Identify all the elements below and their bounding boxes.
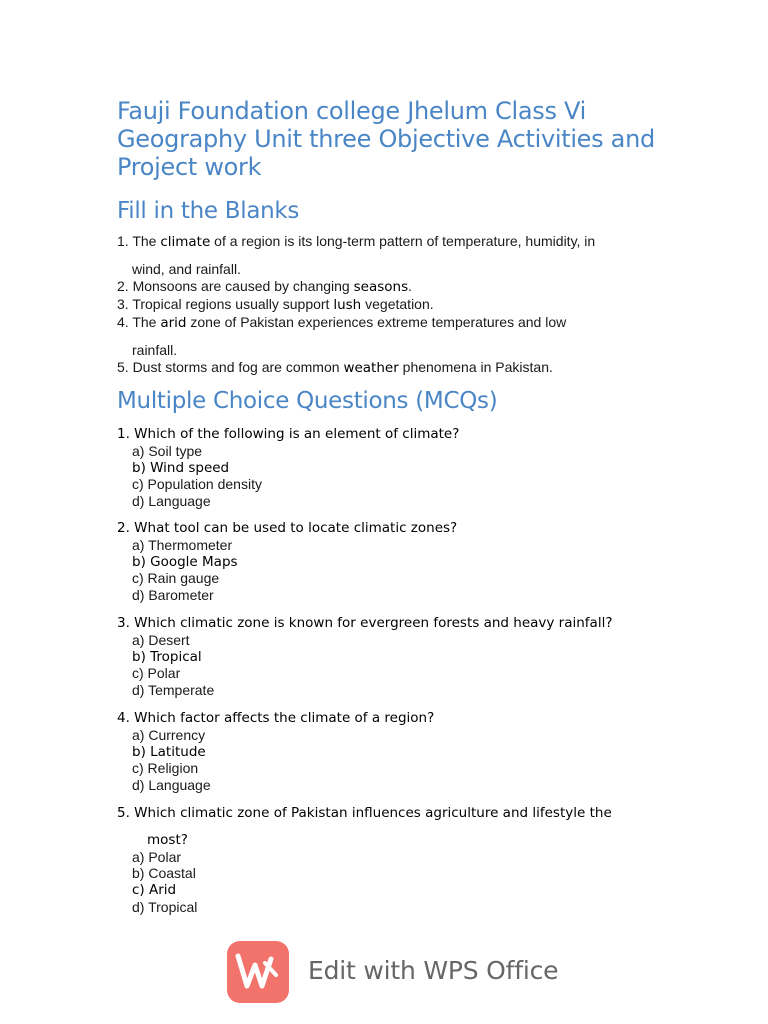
fill-item-1: 1. The climate of a region is its long-term pattern of temperature, humidity, in wind, and rainfall. <box>117 233 596 277</box>
option-c: c) Rain gauge <box>132 570 220 587</box>
fill-item-4: 4. The arid zone of Pakistan experiences extreme temperatures and low rainfall. <box>117 314 567 358</box>
option-c-correct: c) Arid <box>132 882 177 899</box>
question-text: 1. Which of the following is an element of climate? <box>117 426 460 442</box>
option-c: c) Population density <box>132 476 262 493</box>
question-text: 3. Which climatic zone is known for evergreen forests and heavy rainfall? <box>117 615 613 631</box>
option-a: a) Polar <box>132 848 182 865</box>
mcq-question-5 <box>117 805 677 916</box>
mcq-question-3 <box>117 615 677 699</box>
question-text: 5. Which climatic zone of Pakistan influences agriculture and lifestyle the most? <box>117 805 612 848</box>
option-b-correct: b) Google Maps <box>132 553 238 570</box>
option-d: d) Tropical <box>132 898 198 915</box>
document-title: Fauji Foundation college Jhelum Class Vi Geography Unit three Objective Activities and Project work <box>117 97 655 181</box>
option-b-correct: b) Latitude <box>132 743 206 760</box>
blank-answer: climate <box>160 234 211 250</box>
option-b-correct: b) Tropical <box>132 648 202 665</box>
blank-answer: weather <box>343 360 399 376</box>
fill-blanks-heading: Fill in the Blanks <box>117 198 300 224</box>
wps-logo-icon <box>227 941 289 1003</box>
option-b: b) Coastal <box>132 865 196 882</box>
fill-blanks-list <box>117 233 677 377</box>
fill-item-3: 3. Tropical regions usually support lush vegetation. <box>117 296 434 313</box>
blank-answer: arid <box>160 315 187 331</box>
option-c: c) Polar <box>132 665 181 682</box>
blank-answer: lush <box>333 297 362 313</box>
question-text: 2. What tool can be used to locate climatic zones? <box>117 520 458 536</box>
option-a: a) Thermometer <box>132 536 233 553</box>
fill-item-2: 2. Monsoons are caused by changing seasons. <box>117 278 412 295</box>
mcq-heading: Multiple Choice Questions (MCQs) <box>117 388 498 414</box>
option-a: a) Soil type <box>132 442 203 459</box>
option-b-correct: b) Wind speed <box>132 459 230 476</box>
wps-edit-label: Edit with WPS Office <box>308 956 559 985</box>
option-d: d) Barometer <box>132 587 214 604</box>
blank-answer: seasons <box>353 279 409 295</box>
option-d: d) Language <box>132 493 211 510</box>
mcq-question-2 <box>117 520 677 604</box>
option-a: a) Currency <box>132 726 206 743</box>
wps-watermark[interactable] <box>227 941 567 1003</box>
fill-item-5: 5. Dust storms and fog are common weather phenomena in Pakistan. <box>117 359 553 376</box>
mcq-question-1 <box>117 426 677 510</box>
option-c: c) Religion <box>132 760 199 777</box>
option-a: a) Desert <box>132 631 190 648</box>
mcq-question-4 <box>117 710 677 794</box>
question-text: 4. Which factor affects the climate of a region? <box>117 710 435 726</box>
option-d: d) Temperate <box>132 682 215 699</box>
option-d: d) Language <box>132 777 211 794</box>
